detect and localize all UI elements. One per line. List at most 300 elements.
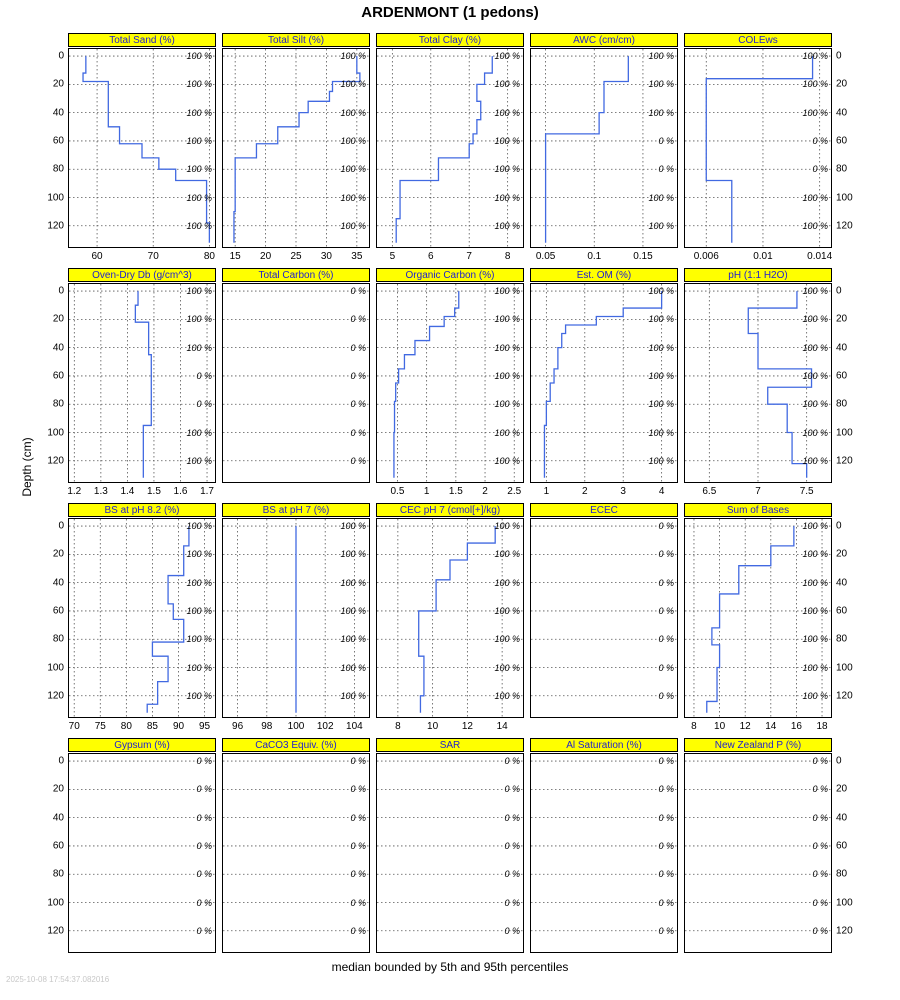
percent-label: 100 % (648, 370, 674, 381)
percent-label: 0 % (350, 342, 366, 353)
x-tick-label: 2.5 (507, 486, 522, 497)
percent-label: 100 % (494, 192, 520, 203)
x-axis (530, 486, 678, 500)
depth-tick-label: 60 (836, 840, 848, 852)
depth-tick-label: 120 (836, 690, 853, 702)
depth-tick-label: 100 (47, 897, 64, 908)
percent-label: 100 % (494, 370, 520, 381)
percent-label: 0 % (350, 427, 366, 438)
depth-tick-label: 60 (52, 135, 64, 147)
x-tick-label: 0.006 (693, 251, 719, 262)
percent-label: 0 % (504, 869, 520, 880)
panel-title: pH (1:1 H2O) (684, 268, 832, 282)
x-tick-label: 12 (461, 721, 473, 732)
x-axis (376, 251, 524, 265)
panel-title: Total Silt (%) (222, 33, 370, 47)
percent-label: 100 % (186, 342, 212, 353)
x-tick-label: 14 (765, 721, 777, 732)
percent-label: 100 % (340, 79, 366, 90)
plot-area (68, 283, 216, 483)
percent-label: 0 % (658, 577, 674, 588)
x-tick-label: 25 (290, 251, 302, 262)
plot-area (684, 283, 832, 483)
x-axis (68, 721, 216, 735)
x-tick-label: 20 (260, 251, 272, 262)
x-tick-label: 30 (320, 251, 332, 262)
x-tick-label: 2 (482, 486, 488, 497)
depth-tick-label: 60 (52, 370, 64, 382)
percent-label: 0 % (350, 314, 366, 325)
percent-label: 100 % (494, 164, 520, 175)
percent-label: 100 % (186, 577, 212, 588)
x-tick-label: 8 (691, 721, 697, 732)
depth-tick-label: 60 (52, 605, 64, 617)
x-tick-label: 80 (120, 721, 132, 732)
percent-label: 100 % (494, 220, 520, 231)
x-axis (684, 251, 832, 265)
percent-label: 0 % (658, 756, 674, 767)
percent-label: 100 % (648, 192, 674, 203)
depth-tick-label: 120 (47, 925, 64, 937)
x-tick-label: 6.5 (702, 486, 717, 497)
x-tick-label: 90 (172, 721, 185, 732)
percent-label: 100 % (340, 220, 366, 231)
depth-tick-label: 40 (836, 812, 848, 824)
x-axis (684, 486, 832, 500)
x-tick-label: 80 (203, 251, 215, 262)
plot-area (68, 48, 216, 248)
percent-label: 100 % (340, 521, 366, 532)
x-tick-label: 100 (287, 721, 305, 732)
percent-label: 100 % (186, 634, 212, 645)
depth-tick-label: 20 (836, 313, 848, 325)
panel-title: Sum of Bases (684, 503, 832, 517)
percent-label: 0 % (504, 812, 520, 823)
percent-label: 100 % (186, 314, 212, 325)
panel-awc-cm-cm (530, 33, 678, 262)
percent-label: 0 % (350, 455, 366, 466)
percent-label: 100 % (648, 314, 674, 325)
percent-label: 100 % (340, 164, 366, 175)
percent-label: 100 % (340, 662, 366, 673)
x-axis (68, 486, 216, 500)
depth-tick-label: 80 (836, 398, 848, 410)
depth-tick-label: 40 (836, 107, 848, 119)
x-axis (376, 721, 524, 735)
percent-label: 100 % (494, 79, 520, 90)
panel-title: Al Saturation (%) (530, 738, 678, 752)
percent-label: 0 % (350, 840, 366, 851)
panel-title: Total Clay (%) (376, 33, 524, 47)
percent-label: 100 % (802, 549, 828, 560)
depth-tick-label: 120 (47, 690, 64, 702)
panel-total-clay (376, 33, 524, 262)
x-tick-label: 70 (147, 251, 159, 262)
x-tick-label: 10 (427, 721, 439, 732)
percent-label: 0 % (812, 840, 828, 851)
percent-label: 100 % (340, 135, 366, 146)
percent-label: 0 % (350, 370, 366, 381)
x-tick-label: 12 (739, 721, 751, 732)
percent-label: 0 % (196, 897, 212, 908)
plot-area (222, 48, 370, 248)
x-tick-label: 96 (232, 721, 244, 732)
depth-tick-label: 0 (58, 285, 64, 297)
panel-title: Oven-Dry Db (g/cm^3) (68, 268, 216, 282)
x-tick-label: 95 (199, 721, 211, 732)
plot-area (222, 518, 370, 718)
panel-new-zealand-p (684, 738, 832, 953)
percent-label: 100 % (802, 521, 828, 532)
depth-tick-label: 20 (836, 783, 848, 795)
panel-bs-at-ph-7 (222, 503, 370, 732)
percent-label: 0 % (812, 164, 828, 175)
panel-title: ECEC (530, 503, 678, 517)
x-axis (68, 251, 216, 265)
panel-title: Total Carbon (%) (222, 268, 370, 282)
percent-label: 100 % (186, 521, 212, 532)
percent-label: 100 % (340, 690, 366, 701)
x-tick-label: 2 (582, 486, 588, 497)
percent-label: 100 % (494, 314, 520, 325)
percent-label: 100 % (494, 286, 520, 297)
panel-title: AWC (cm/cm) (530, 33, 678, 47)
percent-label: 100 % (186, 51, 212, 62)
depth-tick-label: 40 (52, 342, 64, 354)
percent-label: 100 % (494, 605, 520, 616)
x-axis (222, 251, 370, 265)
x-tick-label: 1.4 (120, 486, 135, 497)
depth-tick-label: 100 (836, 897, 853, 908)
depth-tick-label: 0 (836, 755, 842, 767)
depth-tick-label: 0 (836, 520, 842, 532)
depth-tick-label: 80 (836, 868, 848, 880)
percent-label: 100 % (648, 286, 674, 297)
percent-label: 100 % (802, 286, 828, 297)
plot-area (376, 283, 524, 483)
percent-label: 0 % (350, 812, 366, 823)
panel-organic-carbon (376, 268, 524, 497)
depth-tick-label: 80 (52, 633, 64, 645)
percent-label: 100 % (494, 549, 520, 560)
percent-label: 100 % (494, 342, 520, 353)
percent-label: 100 % (340, 107, 366, 118)
percent-label: 0 % (658, 784, 674, 795)
x-axis (222, 721, 370, 735)
plot-area (376, 753, 524, 953)
x-tick-label: 102 (316, 721, 334, 732)
percent-label: 100 % (802, 690, 828, 701)
series-line (396, 56, 492, 243)
x-tick-label: 15 (229, 251, 241, 262)
depth-tick-label: 20 (52, 313, 64, 325)
percent-label: 0 % (658, 549, 674, 560)
percent-label: 0 % (350, 869, 366, 880)
x-tick-label: 0.1 (587, 251, 602, 262)
percent-label: 100 % (186, 192, 212, 203)
panel-title: Est. OM (%) (530, 268, 678, 282)
percent-label: 0 % (812, 925, 828, 936)
percent-label: 100 % (494, 107, 520, 118)
percent-label: 100 % (186, 427, 212, 438)
percent-label: 100 % (648, 107, 674, 118)
percent-label: 0 % (658, 840, 674, 851)
percent-label: 100 % (802, 107, 828, 118)
percent-label: 0 % (196, 370, 212, 381)
panel-al-saturation (530, 738, 678, 953)
panel-total-silt (222, 33, 370, 262)
percent-label: 100 % (340, 549, 366, 560)
percent-label: 0 % (350, 784, 366, 795)
plot-area (222, 753, 370, 953)
x-axis (684, 721, 832, 735)
depth-tick-label: 120 (47, 455, 64, 467)
percent-label: 100 % (802, 192, 828, 203)
percent-label: 100 % (648, 220, 674, 231)
depth-tick-label: 20 (52, 783, 64, 795)
x-tick-label: 1 (543, 486, 550, 497)
percent-label: 0 % (658, 897, 674, 908)
x-tick-label: 7 (755, 486, 761, 497)
percent-label: 100 % (802, 399, 828, 410)
depth-tick-label: 40 (52, 577, 64, 589)
x-tick-label: 10 (714, 721, 726, 732)
percent-label: 100 % (802, 577, 828, 588)
percent-label: 0 % (812, 756, 828, 767)
depth-tick-label: 100 (47, 427, 64, 438)
depth-tick-label: 0 (58, 520, 64, 532)
depth-tick-label: 0 (836, 50, 842, 62)
percent-label: 0 % (350, 897, 366, 908)
depth-tick-label: 0 (58, 755, 64, 767)
x-tick-label: 6 (428, 251, 434, 262)
plot-area (68, 753, 216, 953)
panel-caco3-equiv (222, 738, 370, 953)
percent-label: 0 % (658, 634, 674, 645)
percent-label: 0 % (658, 925, 674, 936)
x-tick-label: 1 (423, 486, 430, 497)
percent-label: 100 % (186, 690, 212, 701)
percent-label: 100 % (494, 135, 520, 146)
depth-tick-label: 120 (47, 220, 64, 232)
panel-cec-ph-7-cmol-kg (376, 503, 524, 732)
percent-label: 100 % (802, 455, 828, 466)
plot-area (530, 753, 678, 953)
percent-label: 100 % (186, 662, 212, 673)
x-tick-label: 1.5 (448, 486, 463, 497)
percent-label: 100 % (186, 220, 212, 231)
percent-label: 100 % (186, 605, 212, 616)
panel-title: SAR (376, 738, 524, 752)
percent-label: 0 % (812, 869, 828, 880)
percent-label: 100 % (648, 79, 674, 90)
percent-label: 100 % (648, 399, 674, 410)
depth-tick-label: 0 (836, 285, 842, 297)
percent-label: 0 % (658, 690, 674, 701)
percent-label: 100 % (494, 662, 520, 673)
percent-label: 0 % (658, 605, 674, 616)
percent-label: 0 % (504, 897, 520, 908)
percent-label: 0 % (350, 756, 366, 767)
panel-ecec (530, 503, 678, 718)
plot-area (530, 518, 678, 718)
percent-label: 0 % (658, 869, 674, 880)
percent-label: 100 % (802, 370, 828, 381)
panel-title: Total Sand (%) (68, 33, 216, 47)
panel-title: CaCO3 Equiv. (%) (222, 738, 370, 752)
x-tick-label: 60 (91, 251, 103, 262)
panel-title: CEC pH 7 (cmol[+]/kg) (376, 503, 524, 517)
percent-label: 0 % (196, 399, 212, 410)
percent-label: 100 % (494, 51, 520, 62)
depth-tick-label: 60 (836, 605, 848, 617)
percent-label: 100 % (802, 51, 828, 62)
percent-label: 100 % (494, 455, 520, 466)
x-tick-label: 104 (346, 721, 363, 732)
x-tick-label: 70 (68, 721, 80, 732)
x-tick-label: 4 (658, 486, 665, 497)
x-tick-label: 3 (620, 486, 626, 497)
depth-tick-label: 80 (52, 163, 64, 175)
panel-oven-dry-db-g-cm-3 (67, 268, 216, 497)
percent-label: 0 % (658, 521, 674, 532)
page-title: ARDENMONT (1 pedons) (361, 4, 539, 21)
percent-label: 0 % (504, 925, 520, 936)
percent-label: 100 % (802, 79, 828, 90)
percent-label: 100 % (340, 605, 366, 616)
percent-label: 100 % (802, 605, 828, 616)
x-tick-label: 0.5 (390, 486, 405, 497)
percent-label: 100 % (186, 164, 212, 175)
plot-area (684, 518, 832, 718)
depth-tick-label: 80 (52, 868, 64, 880)
percent-label: 0 % (658, 662, 674, 673)
percent-label: 0 % (812, 784, 828, 795)
panel-title: COLEws (684, 33, 832, 47)
chart-caption: median bounded by 5th and 95th percentiles (331, 960, 569, 974)
percent-label: 0 % (658, 812, 674, 823)
panel-sar (376, 738, 524, 953)
x-tick-label: 0.01 (753, 251, 773, 262)
percent-label: 0 % (504, 784, 520, 795)
plot-area (530, 48, 678, 248)
depth-tick-label: 60 (836, 135, 848, 147)
panel-title: BS at pH 8.2 (%) (68, 503, 216, 517)
x-tick-label: 18 (816, 721, 828, 732)
panel-total-carbon (222, 268, 370, 483)
depth-tick-label: 100 (47, 192, 64, 203)
x-tick-label: 0.014 (807, 251, 833, 262)
plot-area (222, 283, 370, 483)
percent-label: 0 % (658, 164, 674, 175)
percent-label: 100 % (802, 342, 828, 353)
x-tick-label: 1.7 (200, 486, 214, 497)
depth-tick-label: 120 (836, 925, 853, 937)
percent-label: 100 % (494, 521, 520, 532)
x-tick-label: 16 (790, 721, 802, 732)
x-tick-label: 14 (496, 721, 508, 732)
panel-title: New Zealand P (%) (684, 738, 832, 752)
panel-title: Gypsum (%) (68, 738, 216, 752)
percent-label: 0 % (196, 869, 212, 880)
panel-bs-at-ph-8-2 (68, 503, 216, 732)
percent-label: 100 % (186, 79, 212, 90)
depth-tick-label: 40 (52, 812, 64, 824)
percent-label: 0 % (196, 925, 212, 936)
depth-tick-label: 80 (52, 398, 64, 410)
percent-label: 100 % (802, 634, 828, 645)
percent-label: 0 % (350, 399, 366, 410)
percent-label: 0 % (196, 756, 212, 767)
panel-title: BS at pH 7 (%) (222, 503, 370, 517)
percent-label: 0 % (196, 840, 212, 851)
depth-tick-label: 20 (52, 78, 64, 90)
plot-area (68, 518, 216, 718)
percent-label: 0 % (504, 840, 520, 851)
depth-tick-label: 100 (836, 662, 853, 673)
depth-tick-label: 100 (836, 192, 853, 203)
panel-title: Organic Carbon (%) (376, 268, 524, 282)
depth-tick-label: 100 (836, 427, 853, 438)
panel-est-om (530, 268, 678, 497)
percent-label: 100 % (802, 220, 828, 231)
percent-label: 100 % (186, 135, 212, 146)
percent-label: 100 % (648, 51, 674, 62)
x-tick-label: 85 (146, 721, 158, 732)
percent-label: 100 % (648, 455, 674, 466)
depth-tick-label: 20 (836, 78, 848, 90)
panel-sum-of-bases (684, 503, 832, 732)
x-tick-label: 35 (351, 251, 363, 262)
plot-area (376, 48, 524, 248)
percent-label: 0 % (658, 135, 674, 146)
percent-label: 100 % (802, 314, 828, 325)
y-axis-label: Depth (cm) (20, 437, 34, 497)
depth-tick-label: 0 (58, 50, 64, 62)
percent-label: 0 % (812, 897, 828, 908)
depth-tick-label: 80 (836, 633, 848, 645)
depth-tick-label: 20 (836, 548, 848, 560)
x-tick-label: 1.3 (93, 486, 108, 497)
percent-label: 100 % (340, 577, 366, 588)
percent-label: 100 % (186, 107, 212, 118)
depth-tick-label: 100 (47, 662, 64, 673)
percent-label: 100 % (494, 577, 520, 588)
percent-label: 0 % (504, 756, 520, 767)
x-tick-label: 7 (466, 251, 472, 262)
percent-label: 100 % (340, 192, 366, 203)
x-tick-label: 98 (261, 721, 273, 732)
percent-label: 0 % (350, 925, 366, 936)
plot-area (684, 753, 832, 953)
percent-label: 100 % (186, 286, 212, 297)
x-tick-label: 1.5 (146, 486, 161, 497)
depth-tick-label: 60 (52, 840, 64, 852)
panel-gypsum (68, 738, 216, 953)
depth-tick-label: 60 (836, 370, 848, 382)
panel-total-sand (68, 33, 216, 262)
x-tick-label: 0.15 (633, 251, 653, 262)
percent-label: 100 % (648, 427, 674, 438)
panel-colews (684, 33, 833, 262)
depth-tick-label: 120 (836, 455, 853, 467)
x-tick-label: 8 (395, 721, 401, 732)
panel-ph-1-1-h2o (684, 268, 832, 497)
percent-label: 100 % (186, 549, 212, 560)
x-tick-label: 0.05 (535, 251, 556, 262)
x-tick-label: 1.2 (67, 486, 82, 497)
depth-tick-label: 40 (836, 342, 848, 354)
